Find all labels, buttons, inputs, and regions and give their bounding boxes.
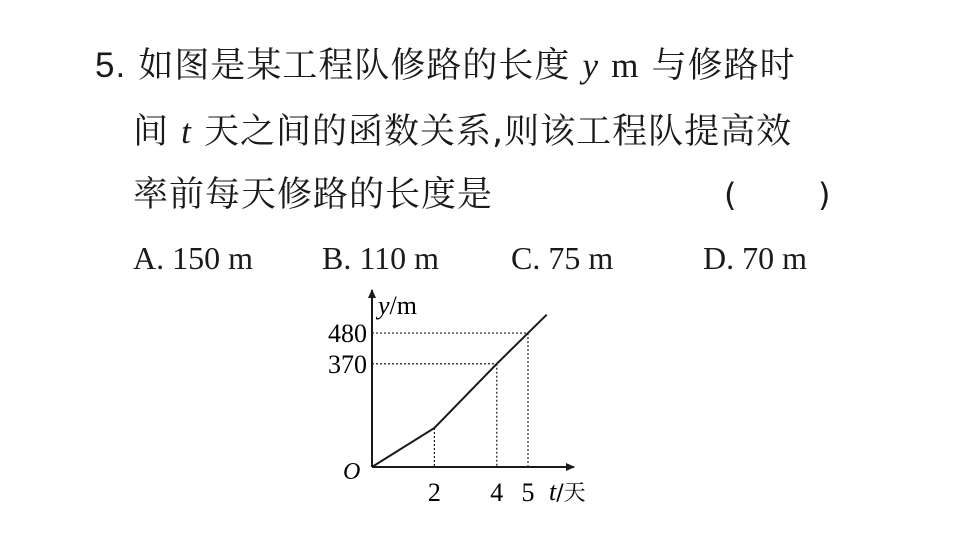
question-line-1 [95, 46, 796, 86]
y-axis-var: y [378, 291, 390, 320]
origin-label: O [343, 459, 361, 485]
var-t: t [181, 112, 192, 151]
question-text-2a: 间 [133, 112, 170, 152]
question-line-3 [133, 175, 493, 215]
question-text-1b: 与修路时 [651, 46, 796, 86]
x-axis-unit: /天 [556, 481, 586, 506]
series-line [372, 315, 547, 467]
question-number: 5. [95, 46, 127, 85]
answer-bracket-close: ) [818, 176, 831, 214]
question-text-1a: 如图是某工程队修路的长度 [138, 46, 571, 86]
x-tick-label: 5 [521, 478, 535, 507]
var-y: y [582, 46, 600, 85]
x-tick-label: 2 [427, 478, 441, 507]
y-axis-unit: /m [389, 291, 417, 320]
question-text-2b: 天之间的函数关系,则该工程队提高效 [204, 112, 793, 152]
y-tick-label: 480 [328, 319, 367, 349]
option-d[interactable]: D. 70 m [703, 240, 807, 276]
question-text-3: 率前每天修路的长度是 [133, 175, 494, 215]
x-axis-label [549, 477, 586, 506]
option-c[interactable]: C. 75 m [511, 240, 614, 276]
y-axis-label [375, 291, 417, 320]
x-axis-var: t [549, 477, 557, 506]
option-b[interactable]: B. 110 m [322, 240, 440, 276]
answer-bracket-open: ( [724, 176, 737, 214]
y-tick-label: 370 [328, 349, 367, 379]
x-tick-label: 4 [490, 478, 504, 507]
option-a[interactable]: A. 150 m [133, 240, 253, 276]
unit-m: m [611, 46, 640, 85]
question-line-2 [133, 112, 792, 152]
